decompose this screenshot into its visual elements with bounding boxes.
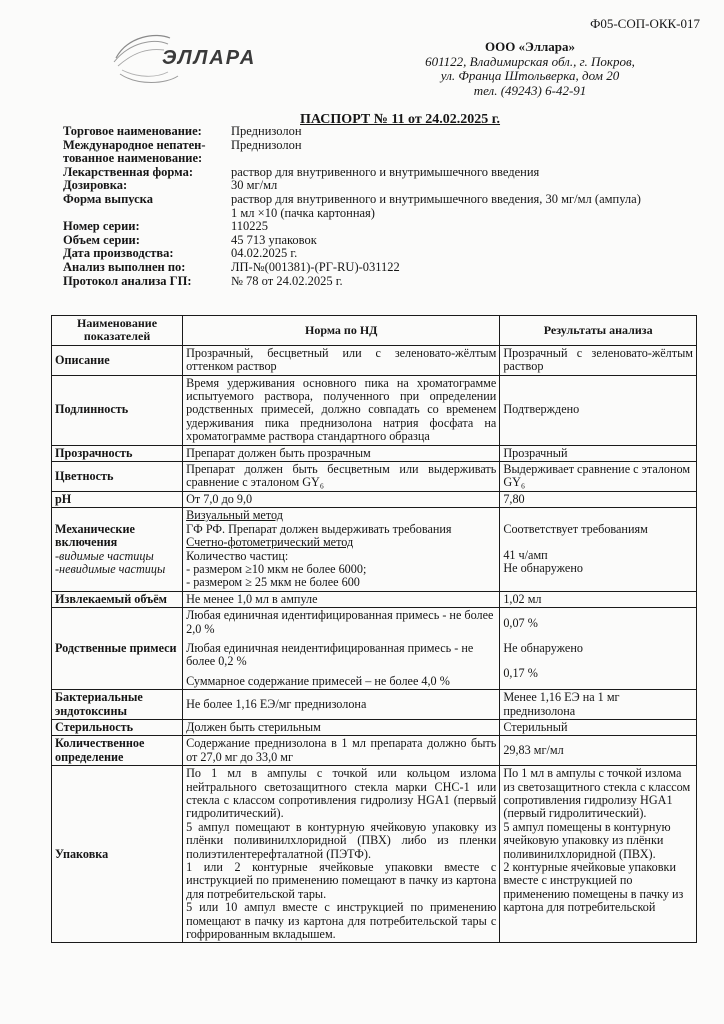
norm-method-photometric: Счетно-фотометрический метод [186,535,354,550]
row-related-norm [183,608,500,690]
logo-text: ЭЛЛАРА [162,47,257,69]
norm-packaging-1: По 1 мл в ампулы с точкой или кольцом излома нейтрального светозащитного стекла марки СНС-1 или стекла с классом сопротивления гидролизу HGA1 (первый гидролитический). [186,766,497,821]
row-assay-norm: Содержание преднизолона в 1 мл препарата должно быть от 27,0 мг до 33,0 мг [183,736,500,766]
info-value: Преднизолон [231,124,302,138]
table-row [52,345,697,375]
result-particles-25: Не обнаружено [503,561,583,576]
row-packaging-result [500,766,697,943]
info-value: № 78 от 24.02.2025 г. [231,273,343,288]
info-label [63,207,231,221]
norm-identified-impurity: Любая единичная идентифицированная примесь - не более 2,0 % [186,608,494,636]
row-extractable-norm: Не менее 1,0 мл в ампуле [183,591,500,607]
row-mechanical-norm [183,508,500,591]
header-result: Результаты анализа [500,316,697,346]
document-title: ПАСПОРТ № 11 от 24.02.2025 г. [300,112,501,127]
norm-total-impurities: Суммарное содержание примесей – не более 4,0 % [186,673,450,688]
table-row [52,736,697,766]
row-sterility-result: Стерильный [500,719,697,735]
row-sterility-norm: Должен быть стерильным [183,719,500,735]
row-clarity-name: Прозрачность [52,445,183,461]
table-row [52,690,697,720]
norm-packaging-2: 5 ампул помещают в контурную ячейковую упаковку из плёнки поливинилхлоридной (ПВХ) либо из пленки полиэтилентерефталатной (ПЭТФ). [186,819,497,861]
company-block [380,40,680,98]
info-label: Торговое наименование: [63,124,202,138]
norm-method-visual: Визуальный метод [186,508,283,523]
info-value: раствор для внутривенного и внутримышечного введения, 30 мг/мл (ампула) [231,191,641,206]
info-label: Форма выпуска [63,191,153,206]
result-identified-impurity: 0,07 % [503,615,538,630]
row-color-result: Выдерживает сравнение с эталоном GY₆ [500,462,697,492]
row-ph-result: 7,80 [500,491,697,507]
row-packaging-name: Упаковка [52,766,183,943]
row-mechanical-sub-visible: -видимые частицы [55,548,154,563]
table-row [52,375,697,445]
info-row [63,179,703,193]
result-visible: Соответствует требованиям [503,522,648,537]
table-row [52,508,697,591]
row-endotoxins-norm: Не более 1,16 ЕЭ/мг преднизолона [183,690,500,720]
norm-packaging-3: 1 или 2 контурные ячейковые упаковки вместе с инструкцией по применению помещают в пачку из картона для потребительской тары. [186,860,497,901]
table-row [52,591,697,607]
info-value: 45 713 упаковок [231,232,317,247]
info-label: Международное непатен- [63,137,206,152]
row-related-name: Родственные примеси [52,608,183,690]
norm-packaging-4: 5 или 10 ампул вместе с инструкцией по применению помещают в пачку из картона для потребительской тары с гофрированным вкладышем. [186,900,497,942]
table-row [52,608,697,690]
info-row [63,234,703,248]
row-color-norm: Препарат должен быть бесцветным или выдерживать сравнение с эталоном GY₆ [183,462,500,492]
row-identity-result: Подтверждено [500,375,697,445]
result-packaging-1: По 1 мл в ампулы с точкой излома из светозащитного стекла с классом сопротивления гидролизу HGA1 (первый гидролитический). [503,766,691,821]
info-value: раствор для внутривенного и внутримышечного введения [231,164,540,179]
results-table [51,315,697,943]
info-row [63,166,703,180]
info-value: ЛП-№(001381)-(РГ-RU)-031122 [231,259,400,274]
document-code: Ф05-СОП-ОКК-017 [590,16,700,31]
table-row [52,719,697,735]
row-endotoxins-result: Менее 1,16 ЕЭ на 1 мг преднизолона [500,690,697,720]
norm-size-25: - размером ≥ 25 мкм не более 600 [186,575,360,590]
info-label: Дата производства: [63,246,174,261]
info-row [63,193,703,207]
info-row [63,275,703,289]
info-label: Лекарственная форма: [63,164,194,179]
row-identity-norm: Время удерживания основного пика на хроматограмме испытуемого раствора, полученного при определении родственных примесей, должно совпадать со временем удерживания пика преднизолона натрия фосфата на хроматограмме раствора стандартного образца [183,375,500,445]
info-label: тованное наименование: [63,151,203,166]
header-parameter: Наименование показателей [52,316,183,346]
info-row [63,152,703,166]
row-identity-name: Подлинность [52,375,183,445]
row-clarity-result: Прозрачный [500,445,697,461]
result-packaging-2: 5 ампул помещены в контурную ячейковую упаковку из плёнки поливинилхлоридной (ПВХ). [503,819,671,861]
info-label: Объем серии: [63,232,140,247]
row-mechanical-result [500,508,697,591]
row-extractable-name: Извлекаемый объём [52,591,183,607]
row-packaging-norm [183,766,500,943]
info-label: Протокол анализа ГП: [63,273,192,288]
info-row [63,139,703,153]
table-row [52,445,697,461]
row-color-name: Цветность [52,462,183,492]
header-norm: Норма по НД [183,316,500,346]
info-row [63,261,703,275]
row-extractable-result: 1,02 мл [500,591,697,607]
info-row [63,247,703,261]
row-description-norm: Прозрачный, бесцветный или с зеленовато-жёлтым оттенком раствор [183,345,500,375]
row-sterility-name: Стерильность [52,719,183,735]
row-ph-norm: От 7,0 до 9,0 [183,491,500,507]
info-label: Анализ выполнен по: [63,259,186,274]
address-line-2: ул. Франца Штольверка, дом 20 [440,68,620,83]
table-header-row [52,316,697,346]
info-label: Номер серии: [63,219,140,234]
info-row [63,125,703,139]
row-mechanical-sub-invisible: -невидимые частицы [55,561,166,576]
row-related-result [500,608,697,690]
result-particles-10: 41 ч/амп [503,547,548,562]
row-description-name: Описание [52,345,183,375]
result-packaging-3: 2 контурные ячейковые упаковки вместе с инструкцией по применению помещены в пачку из картона для потребительской [503,860,684,915]
info-value [231,152,703,166]
info-value: Преднизолон [231,137,302,152]
result-unidentified-impurity: Не обнаружено [503,640,583,655]
address-line-1: 601122, Владимирская обл., г. Покров, [425,53,635,69]
norm-unidentified-impurity: Любая единичная неидентифицированная примесь - не более 0,2 % [186,640,474,669]
row-assay-name: Количественное определение [52,736,183,766]
row-ph-name: pH [52,491,183,507]
row-endotoxins-name: Бактериальные эндотоксины [52,690,183,720]
row-assay-result: 29,83 мг/мл [500,736,697,766]
info-value: 1 мл ×10 (пачка картонная) [231,205,375,220]
result-total-impurities: 0,17 % [503,666,538,681]
info-row [63,207,703,221]
product-info [63,125,703,288]
row-description-result: Прозрачный с зеленовато-жёлтым раствор [500,345,697,375]
info-label: Дозировка: [63,178,128,193]
info-value: 110225 [231,219,269,234]
row-clarity-norm: Препарат должен быть прозрачным [183,445,500,461]
norm-text-requirement: ГФ РФ. Препарат должен выдерживать требования [186,521,452,536]
info-row [63,220,703,234]
info-value: 04.02.2025 г. [231,246,298,261]
row-mechanical-title: Механические включения [55,521,135,550]
phone: тел. (49243) 6-42-91 [473,82,587,98]
company-name: ООО «Эллара» [484,39,576,54]
norm-count-label: Количество частиц: [186,548,289,563]
table-row [52,491,697,507]
norm-size-10: - размером ≥10 мкм не более 6000; [186,561,367,576]
info-value: 30 мг/мл [231,178,278,193]
row-mechanical-name [52,508,183,591]
table-row [52,462,697,492]
table-row [52,766,697,943]
